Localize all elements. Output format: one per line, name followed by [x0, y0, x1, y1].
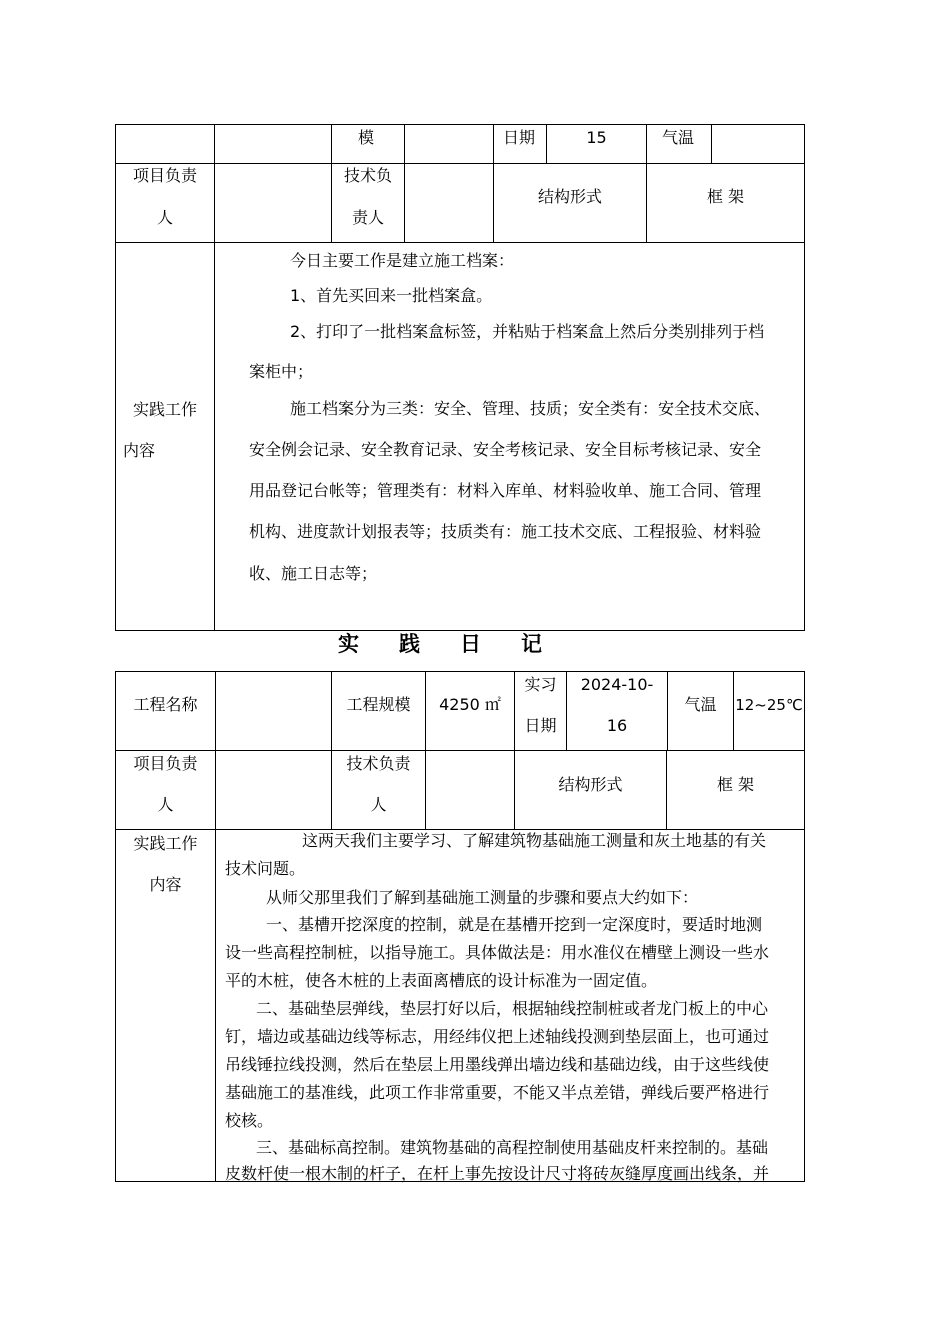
t2-structure-label: 结构形式: [558, 775, 623, 794]
t2-content-line: 平的木桩，使各木桩的上表面离槽底的设计标准为一固定值。: [225, 971, 658, 990]
t2-tech-label-1: 技术负责: [346, 754, 411, 773]
t2-r2-c4: [425, 750, 515, 830]
t1-date-label: 日期: [503, 128, 536, 147]
t1-tech-label-1: 技术负: [343, 166, 392, 185]
t2-content-line: 皮数杆使一根木制的杆子，在杆上事先按设计尺寸将砖灰缝厚度画出线条，并: [225, 1164, 770, 1183]
t2-content-line: 这两天我们主要学习、了解建筑物基础施工测量和灰土地基的有关: [302, 831, 767, 850]
t1-content-line: 机构、进度款计划报表等；技质类有：施工技术交底、工程报验、材料验: [249, 522, 762, 541]
t1-content-line: 用品登记台帐等；管理类有：材料入库单、材料验收单、施工合同、管理: [249, 481, 762, 500]
t1-r1-c8: [711, 124, 805, 164]
t1-r1-c4: [404, 124, 494, 164]
t2-content-line: 吊线锤拉线投测，然后在垫层上用墨线弹出墙边线和基础边线，由于这些线使: [225, 1055, 770, 1074]
t1-date-value: 15: [586, 128, 607, 147]
t1-r3-c1: [115, 242, 215, 631]
t1-r2-c4: [404, 163, 494, 243]
t1-leader-label-2: 人: [156, 208, 173, 227]
t2-content-line: 从师父那里我们了解到基础施工测量的步骤和要点大约如下：: [266, 888, 699, 907]
t1-r1-c2: [214, 124, 332, 164]
t1-r2-c2: [214, 163, 332, 243]
t2-content-line: 设一些高程控制桩，以指导施工。具体做法是：用水准仪在槽壁上测设一些水: [225, 943, 770, 962]
t2-content-line: 校核。: [225, 1111, 274, 1130]
t2-content-label-1: 实践工作: [133, 834, 198, 853]
t2-leader-label-1: 项目负责: [133, 754, 198, 773]
t2-scale-value: 4250 ㎡: [439, 695, 501, 714]
page-title: 实践日记: [338, 632, 582, 656]
t2-date-value-1: 2024-10-: [580, 675, 654, 694]
t1-structure-value: 框 架: [706, 187, 745, 206]
t2-r1-c2: [215, 671, 332, 751]
t2-r2-c2: [215, 750, 332, 830]
t2-content-label-2: 内容: [149, 875, 182, 894]
t2-tech-label-2: 人: [370, 795, 387, 814]
t1-content-line: 今日主要工作是建立施工档案：: [290, 251, 515, 270]
t2-content-line: 一、基槽开挖深度的控制，就是在基槽开挖到一定深度时，要适时地测: [266, 915, 763, 934]
t2-temp-value: 12~25℃: [735, 696, 803, 714]
t1-content-line: 施工档案分为三类：安全、管理、技质；安全类有：安全技术交底、: [290, 399, 771, 418]
t2-content-line: 二、基础垫层弹线，垫层打好以后，根据轴线控制桩或者龙门板上的中心: [256, 999, 769, 1018]
t2-temp-label: 气温: [684, 695, 717, 714]
t1-content-line: 案柜中；: [249, 362, 314, 381]
t2-structure-value: 框 架: [716, 775, 755, 794]
t2-leader-label-2: 人: [157, 795, 174, 814]
t2-content-line: 基础施工的基准线，此项工作非常重要，不能又半点差错，弹线后要严格进行: [225, 1083, 770, 1102]
t2-content-line: 钉，墙边或基础边线等标志，用经纬仪把上述轴线投测到垫层面上，也可通过: [225, 1027, 770, 1046]
t1-content-line: 1、首先买回来一批档案盒。: [290, 286, 493, 305]
t2-date-value-2: 16: [606, 716, 628, 735]
t1-tech-label-2: 责人: [351, 208, 384, 227]
t1-scale-suffix: 模: [358, 128, 375, 147]
t2-date-label-2: 日期: [524, 716, 557, 735]
t2-scale-label: 工程规模: [346, 695, 411, 714]
t2-date-label-1: 实习: [524, 675, 557, 694]
t1-r1-c1: [115, 124, 215, 164]
t1-content-label-1: 实践工作: [133, 400, 198, 419]
t1-content-line: 安全例会记录、安全教育记录、安全考核记录、安全目标考核记录、安全: [249, 440, 762, 459]
t2-content-line: 技术问题。: [225, 859, 306, 878]
t1-content-label-2: 内容: [123, 441, 156, 460]
t1-content-line: 收、施工日志等；: [249, 564, 378, 583]
t2-content-line: 三、基础标高控制。建筑物基础的高程控制使用基础皮杆来控制的。基础: [256, 1138, 769, 1157]
t1-temp-label: 气温: [662, 128, 695, 147]
t1-structure-label: 结构形式: [537, 187, 602, 206]
t1-leader-label-1: 项目负责: [132, 166, 197, 185]
t2-project-name-label: 工程名称: [133, 695, 198, 714]
t1-content-line: 2、打印了一批档案盒标签，并粘贴于档案盒上然后分类别排列于档: [290, 322, 765, 341]
